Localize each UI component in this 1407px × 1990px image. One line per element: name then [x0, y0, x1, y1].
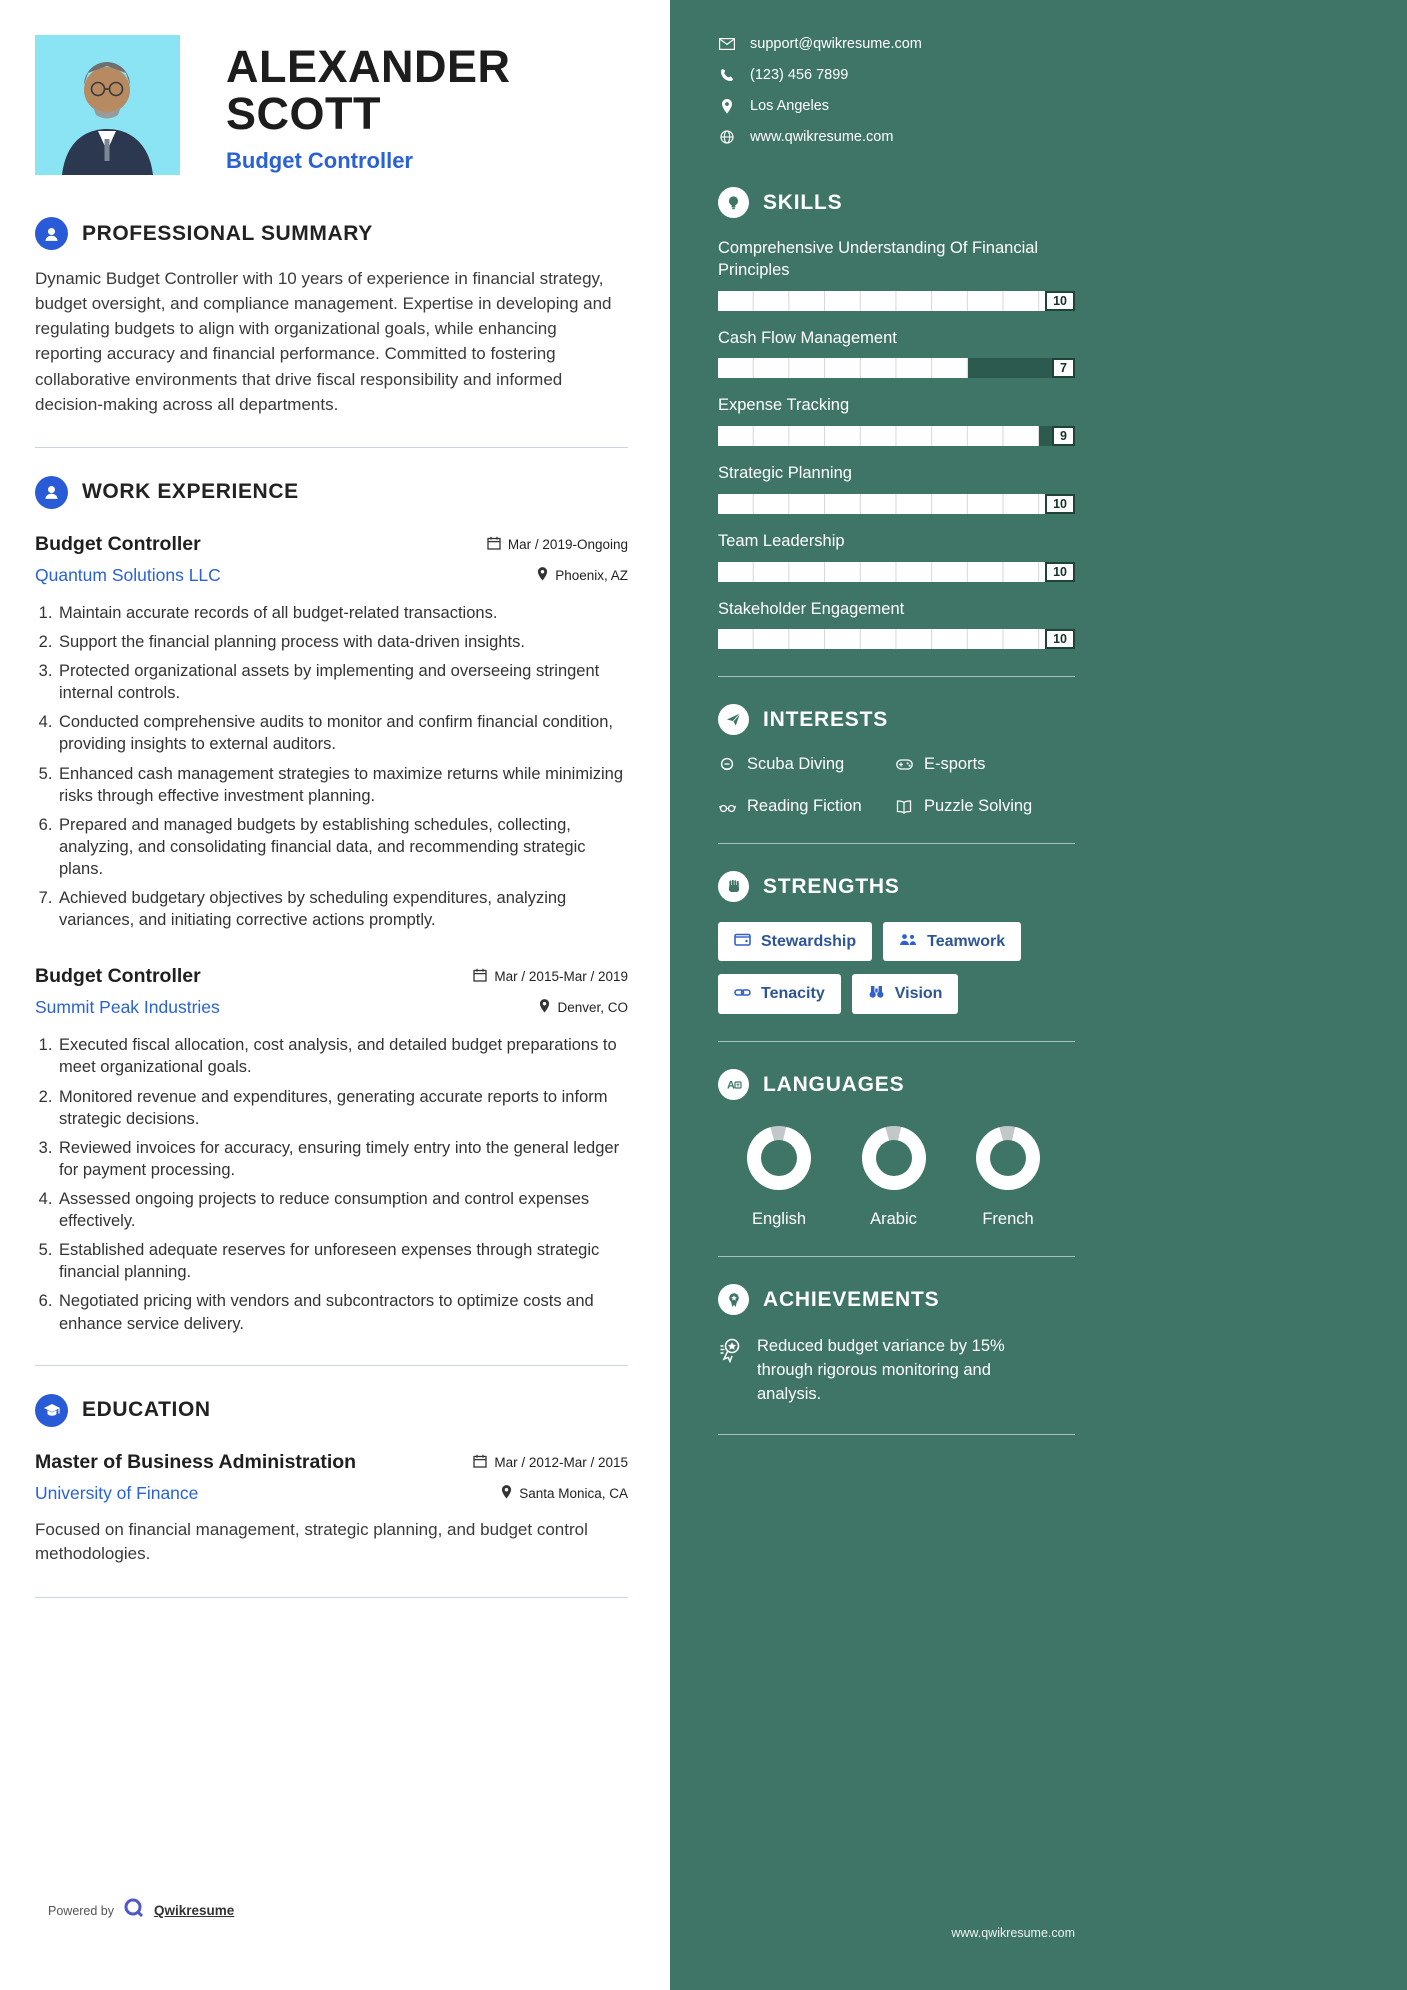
education-heading-row — [35, 1394, 628, 1427]
skill-value-badge: 10 — [1045, 291, 1075, 311]
interest-item — [718, 797, 895, 816]
language-item — [724, 1126, 834, 1229]
job-bullet: 4. Assessed ongoing projects to reduce consumption and control expenses effectively. — [57, 1188, 628, 1232]
skill-value-badge: 10 — [1045, 629, 1075, 649]
phone-icon — [718, 68, 735, 82]
company-link[interactable]: Summit Peak Industries — [35, 997, 220, 1018]
envelope-icon — [718, 38, 735, 50]
skills-heading-row — [718, 187, 1075, 218]
experience-section — [35, 476, 628, 1335]
strength-chip — [718, 974, 841, 1014]
job-location-text: Phoenix, AZ — [555, 567, 628, 583]
pin-icon — [501, 1485, 512, 1502]
skill-bar — [718, 629, 1075, 649]
job-entry — [35, 533, 628, 931]
job-bullet: 1. Maintain accurate records of all budget-related transactions. — [57, 602, 628, 624]
job-title: Budget Controller — [35, 965, 201, 988]
interest-label: Scuba Diving — [747, 755, 845, 774]
divider — [718, 1041, 1075, 1042]
candidate-name: ALEXANDER SCOTT — [226, 41, 511, 140]
job-date-text: Mar / 2015-Mar / 2019 — [494, 969, 628, 985]
profile-photo — [35, 35, 180, 175]
experience-heading: WORK EXPERIENCE — [82, 480, 299, 504]
skill-bar — [718, 426, 1075, 446]
skill-value-badge: 10 — [1045, 562, 1075, 582]
job-company-row — [35, 997, 628, 1018]
calendar-icon — [473, 1454, 487, 1471]
education-location — [501, 1485, 628, 1502]
achievements-section — [718, 1284, 1075, 1407]
job-location-text: Denver, CO — [557, 1000, 628, 1016]
job-bullet: 5. Enhanced cash management strategies to maximize returns while minimizing risks through effective investment planning. — [57, 763, 628, 807]
language-label: English — [751, 1210, 807, 1229]
company-link[interactable]: Quantum Solutions LLC — [35, 564, 221, 585]
contact-website-row — [718, 129, 1075, 145]
team-icon — [899, 933, 917, 951]
divider — [718, 1256, 1075, 1257]
job-entry — [35, 965, 628, 1334]
job-title: Budget Controller — [35, 532, 201, 555]
divider — [35, 447, 628, 448]
contact-location-row — [718, 98, 1075, 114]
interests-heading: INTERESTS — [763, 707, 889, 731]
medal-icon — [718, 1337, 744, 1370]
skills-section — [718, 187, 1075, 649]
skill-item — [718, 463, 1075, 514]
pin-icon — [539, 999, 550, 1016]
education-date — [473, 1454, 628, 1471]
contact-phone-row — [718, 67, 1075, 83]
skill-item — [718, 531, 1075, 582]
skill-bar-fill — [718, 426, 1039, 446]
wallet-icon — [734, 932, 751, 951]
calendar-icon — [487, 536, 501, 553]
summary-section — [35, 217, 628, 417]
languages-heading: LANGUAGES — [763, 1072, 905, 1096]
job-location — [537, 567, 628, 584]
school-link[interactable]: University of Finance — [35, 1482, 199, 1503]
skill-bar — [718, 494, 1075, 514]
skill-bar-fill — [718, 562, 1075, 582]
divider — [718, 1434, 1075, 1435]
skill-item — [718, 599, 1075, 650]
powered-by-footer — [48, 1897, 234, 1924]
globe-icon — [718, 130, 735, 144]
job-bullet: 3. Protected organizational assets by implementing and overseeing stringent internal controls. — [57, 660, 628, 704]
job-title-row — [35, 533, 628, 556]
education-date-text: Mar / 2012-Mar / 2015 — [494, 1454, 628, 1470]
person-badge-icon — [35, 476, 68, 509]
divider — [718, 676, 1075, 677]
contact-email[interactable]: support@qwikresume.com — [750, 36, 922, 52]
divider — [35, 1597, 628, 1598]
identity-header — [35, 35, 628, 175]
education-description: Focused on financial management, strategic planning, and budget control methodologies. — [35, 1519, 588, 1564]
job-bullet: 6. Negotiated pricing with vendors and subcontractors to optimize costs and enhance service delivery. — [57, 1290, 628, 1334]
skill-label: Team Leadership — [718, 531, 845, 550]
contact-email-row — [718, 36, 1075, 52]
interest-item — [718, 755, 895, 774]
binoculars-icon — [868, 984, 885, 1004]
achievements-heading: ACHIEVEMENTS — [763, 1287, 940, 1311]
paper-plane-icon — [718, 704, 749, 735]
language-label: French — [982, 1210, 1034, 1229]
degree-row — [35, 1451, 628, 1474]
contact-phone: (123) 456 7899 — [750, 67, 849, 83]
scuba-mask-icon — [718, 757, 736, 773]
identity-text — [226, 35, 566, 174]
job-company-row — [35, 565, 628, 586]
job-date-text: Mar / 2019-Ongoing — [507, 536, 628, 552]
svg-text:A: A — [726, 1079, 735, 1092]
skill-bar-fill — [718, 291, 1075, 311]
divider — [35, 1365, 628, 1366]
sidebar-footer-url[interactable]: www.qwikresume.com — [951, 1926, 1075, 1940]
interest-label: Reading Fiction — [747, 797, 862, 816]
powered-by-label: Powered by — [48, 1903, 115, 1918]
job-bullet: 3. Reviewed invoices for accuracy, ensuring timely entry into the general ledger for payment processing. — [57, 1137, 628, 1181]
achievement-text: Reduced budget variance by 15% through rigorous monitoring and analysis. — [757, 1337, 1005, 1404]
education-entry — [35, 1451, 628, 1567]
rosette-icon — [718, 1284, 749, 1315]
pin-icon — [537, 567, 548, 584]
calendar-icon — [473, 968, 487, 985]
skill-bar — [718, 291, 1075, 311]
job-bullet: 5. Established adequate reserves for unforeseen expenses through strategic financial planning. — [57, 1239, 628, 1283]
left-column — [0, 0, 670, 1990]
glasses-icon — [718, 801, 736, 813]
strength-label: Tenacity — [761, 985, 825, 1003]
divider — [718, 843, 1075, 844]
translate-icon — [718, 1069, 749, 1100]
graduation-cap-icon — [35, 1394, 68, 1427]
skill-bar-fill — [718, 629, 1075, 649]
language-item — [839, 1126, 949, 1229]
sidebar-content — [718, 36, 1075, 1435]
right-sidebar — [670, 0, 1407, 1990]
education-section — [35, 1394, 628, 1567]
candidate-title: Budget Controller — [226, 147, 413, 173]
skill-item — [718, 328, 1075, 379]
job-bullet: 4. Conducted comprehensive audits to monitor and confirm financial condition, providing insights to external auditors. — [57, 711, 628, 755]
skill-value-badge: 7 — [1052, 358, 1075, 378]
experience-heading-row — [35, 476, 628, 509]
skill-item — [718, 238, 1075, 311]
contact-website[interactable]: www.qwikresume.com — [750, 129, 894, 145]
book-icon — [895, 800, 913, 814]
skill-label: Cash Flow Management — [718, 328, 897, 347]
job-bullet: 1. Executed fiscal allocation, cost analysis, and detailed budget preparations to meet organizational goals. — [57, 1034, 628, 1078]
job-bullet: 2. Support the financial planning process with data-driven insights. — [57, 631, 628, 653]
skill-label: Strategic Planning — [718, 464, 852, 483]
strength-chip — [852, 974, 959, 1014]
skill-bar — [718, 562, 1075, 582]
strength-chip — [883, 922, 1021, 961]
interest-label: Puzzle Solving — [924, 797, 1033, 816]
skill-label: Stakeholder Engagement — [718, 599, 905, 618]
achievement-item — [718, 1335, 1058, 1407]
skill-label: Expense Tracking — [718, 396, 850, 415]
skills-heading: SKILLS — [763, 190, 843, 214]
skill-value-badge: 10 — [1045, 494, 1075, 514]
interest-label: E-sports — [924, 755, 986, 774]
summary-heading-row — [35, 217, 628, 250]
strength-label: Stewardship — [761, 932, 857, 950]
interests-section — [718, 704, 1075, 816]
interest-item — [895, 797, 1075, 816]
language-donut-chart — [862, 1126, 926, 1190]
qwikresume-logo-icon — [123, 1897, 145, 1924]
gamepad-icon — [895, 758, 913, 771]
school-row — [35, 1483, 628, 1504]
skill-item — [718, 395, 1075, 446]
skill-value-badge: 9 — [1052, 426, 1075, 446]
job-bullets — [35, 602, 628, 931]
education-heading: EDUCATION — [82, 1398, 211, 1422]
languages-heading-row — [718, 1069, 1075, 1100]
strengths-heading: STRENGTHS — [763, 874, 900, 898]
strengths-chips — [718, 922, 1075, 1014]
strengths-section — [718, 871, 1075, 1014]
interests-heading-row — [718, 704, 1075, 735]
job-bullet: 7. Achieved budgetary objectives by scheduling expenditures, analyzing variances, and initiating corrective actions promptly. — [57, 887, 628, 931]
qwikresume-link[interactable]: Qwikresume — [154, 1903, 235, 1918]
strength-chip — [718, 922, 872, 961]
lightbulb-icon — [718, 187, 749, 218]
hand-icon — [718, 871, 749, 902]
achievements-heading-row — [718, 1284, 1075, 1315]
job-location — [539, 999, 628, 1016]
person-icon — [35, 217, 68, 250]
language-item — [953, 1126, 1063, 1229]
job-date — [487, 536, 628, 553]
languages-section — [718, 1069, 1075, 1229]
link-icon — [734, 985, 751, 1003]
job-bullet: 2. Monitored revenue and expenditures, generating accurate reports to inform strategic decisions. — [57, 1086, 628, 1130]
languages-row — [718, 1120, 1075, 1229]
language-label: Arabic — [870, 1210, 917, 1229]
strength-label: Teamwork — [927, 932, 1006, 950]
language-donut-chart — [976, 1126, 1040, 1190]
skill-label: Comprehensive Understanding Of Financial Principles — [718, 239, 1039, 279]
job-bullet: 6. Prepared and managed budgets by establishing schedules, collecting, analyzing, and consolidating financial data, and recommending strategic plans. — [57, 814, 628, 880]
job-title-row — [35, 965, 628, 988]
summary-text: Dynamic Budget Controller with 10 years of experience in financial strategy, budget oversight, and compliance management. Expertise in developing and regulating budgets to align with organizational goals, while enhancing reporting accuracy and financial performance. Committed to fostering collaborative environments that drive fiscal responsibility and informed decision-making across all departments. — [35, 269, 612, 414]
strength-label: Vision — [894, 985, 943, 1003]
pin-icon — [718, 99, 735, 114]
interests-grid — [718, 755, 1075, 816]
skill-bar-fill — [718, 358, 968, 378]
skill-bar-fill — [718, 494, 1075, 514]
strengths-heading-row — [718, 871, 1075, 902]
interest-item — [895, 755, 1075, 774]
summary-heading: PROFESSIONAL SUMMARY — [82, 221, 373, 245]
education-location-text: Santa Monica, CA — [519, 1485, 628, 1501]
language-donut-chart — [747, 1126, 811, 1190]
contact-block — [718, 36, 1075, 145]
contact-location: Los Angeles — [750, 98, 830, 114]
degree-title: Master of Business Administration — [35, 1450, 357, 1473]
skill-bar — [718, 358, 1075, 378]
job-bullets — [35, 1034, 628, 1334]
job-date — [473, 968, 628, 985]
